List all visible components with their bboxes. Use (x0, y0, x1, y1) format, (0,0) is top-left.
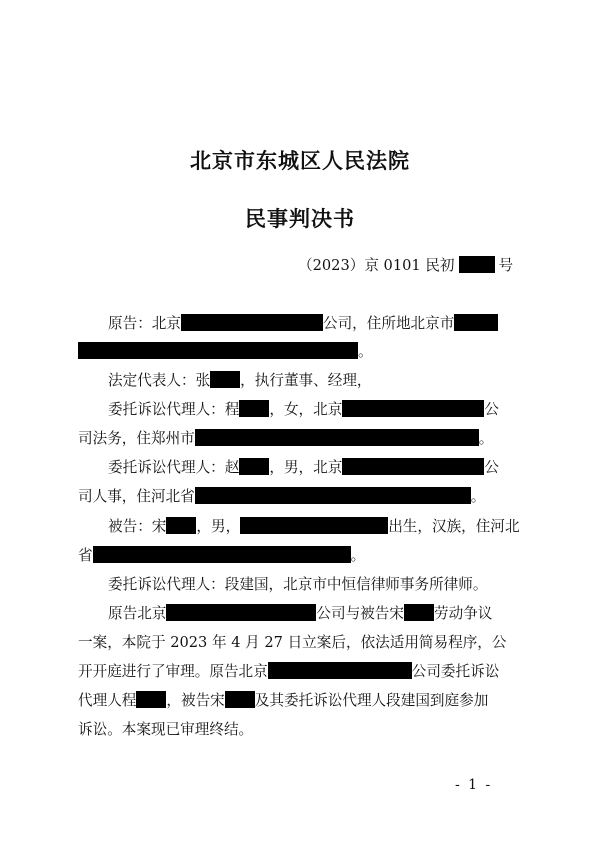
text-segment: 公 (484, 401, 499, 418)
text-segment: 公司，住所地北京市 (322, 315, 455, 332)
court-name: 北京市东城区人民法院 (190, 148, 410, 173)
text-segment: 原告北京 (108, 605, 167, 622)
case-number-prefix: （2023）京 0101 民初 (298, 257, 455, 274)
case-body-line-4 (78, 689, 488, 713)
text-segment: 劳动争议 (433, 605, 493, 622)
text-segment: 公司与被告宋 (316, 605, 404, 622)
text-segment: 代理人程 (78, 692, 137, 709)
redaction-bar (136, 691, 166, 708)
text-segment: 。 (470, 488, 486, 505)
redaction-bar (454, 314, 498, 331)
legal-rep-line (108, 369, 372, 393)
page-number: - 1 - (455, 777, 493, 793)
text-segment: 原告：北京 (108, 315, 181, 332)
text-segment: 一案，本院于 2023 年 4 月 27 日立案后，依法适用简易程序，公 (78, 634, 507, 651)
text-segment: ，男，北京 (269, 459, 343, 476)
case-number-suffix: 号 (498, 257, 514, 274)
text-segment: 诉讼。本案现已审理终结。 (78, 721, 254, 738)
redaction-bar (181, 314, 323, 331)
redaction-bar (459, 256, 495, 273)
case-number (298, 254, 513, 278)
case-body-line-3 (78, 660, 499, 684)
defendant-line-2 (78, 544, 365, 568)
text-segment: 开开庭进行了审理。原告北京 (78, 663, 268, 680)
text-segment: 法定代表人：张 (108, 372, 211, 389)
text-segment: ，执行董事、经理， (240, 372, 372, 389)
text-segment: 委托诉讼代理人：程 (108, 401, 240, 418)
case-body-line-1 (108, 602, 492, 626)
redaction-bar (93, 546, 351, 563)
text-segment: 。 (478, 430, 494, 447)
text-segment: 司人事，住河北省 (78, 488, 195, 505)
text-segment: ，男， (196, 518, 241, 535)
redaction-bar (239, 458, 269, 475)
redaction-bar (166, 517, 196, 534)
text-segment: 。 (350, 547, 366, 564)
plaintiff-line-1 (108, 312, 498, 336)
text-segment: ，被告宋 (166, 692, 225, 709)
plaintiff-line-2 (78, 340, 373, 364)
document-type: 民事判决书 (245, 206, 355, 231)
text-segment: 被告：宋 (108, 518, 167, 535)
redaction-bar (195, 487, 471, 504)
defendant-agent-line (108, 573, 487, 597)
redaction-bar (210, 371, 240, 388)
redaction-bar (225, 691, 255, 708)
case-body-line-5 (78, 718, 253, 742)
redaction-bar (166, 604, 316, 621)
redaction-bar (195, 429, 479, 446)
text-segment: 司法务，住郑州市 (78, 430, 195, 447)
redaction-bar (342, 458, 484, 475)
defendant-line-1 (108, 515, 520, 539)
text-segment: ，女，北京 (269, 401, 343, 418)
agent2-line-1 (108, 456, 499, 480)
text-segment: 公司委托诉讼 (411, 663, 500, 680)
agent1-line-2 (78, 427, 493, 451)
redaction-bar (240, 517, 388, 534)
text-segment: 委托诉讼代理人：段建国，北京市中恒信律师事务所律师。 (108, 576, 488, 593)
agent2-line-2 (78, 485, 485, 509)
text-segment: 。 (358, 343, 373, 360)
agent1-line-1 (108, 398, 499, 422)
text-segment: 省 (78, 547, 93, 564)
case-body-line-2 (78, 631, 507, 655)
redaction-bar (268, 662, 412, 679)
redaction-bar (342, 400, 484, 417)
redaction-bar (404, 604, 434, 621)
redaction-bar (78, 342, 358, 359)
text-segment: 公 (484, 459, 499, 476)
text-segment: 及其委托诉讼代理人段建国到庭参加 (254, 692, 489, 709)
text-segment: 委托诉讼代理人：赵 (108, 459, 240, 476)
text-segment: 出生，汉族，住河北 (388, 518, 520, 535)
redaction-bar (239, 400, 269, 417)
